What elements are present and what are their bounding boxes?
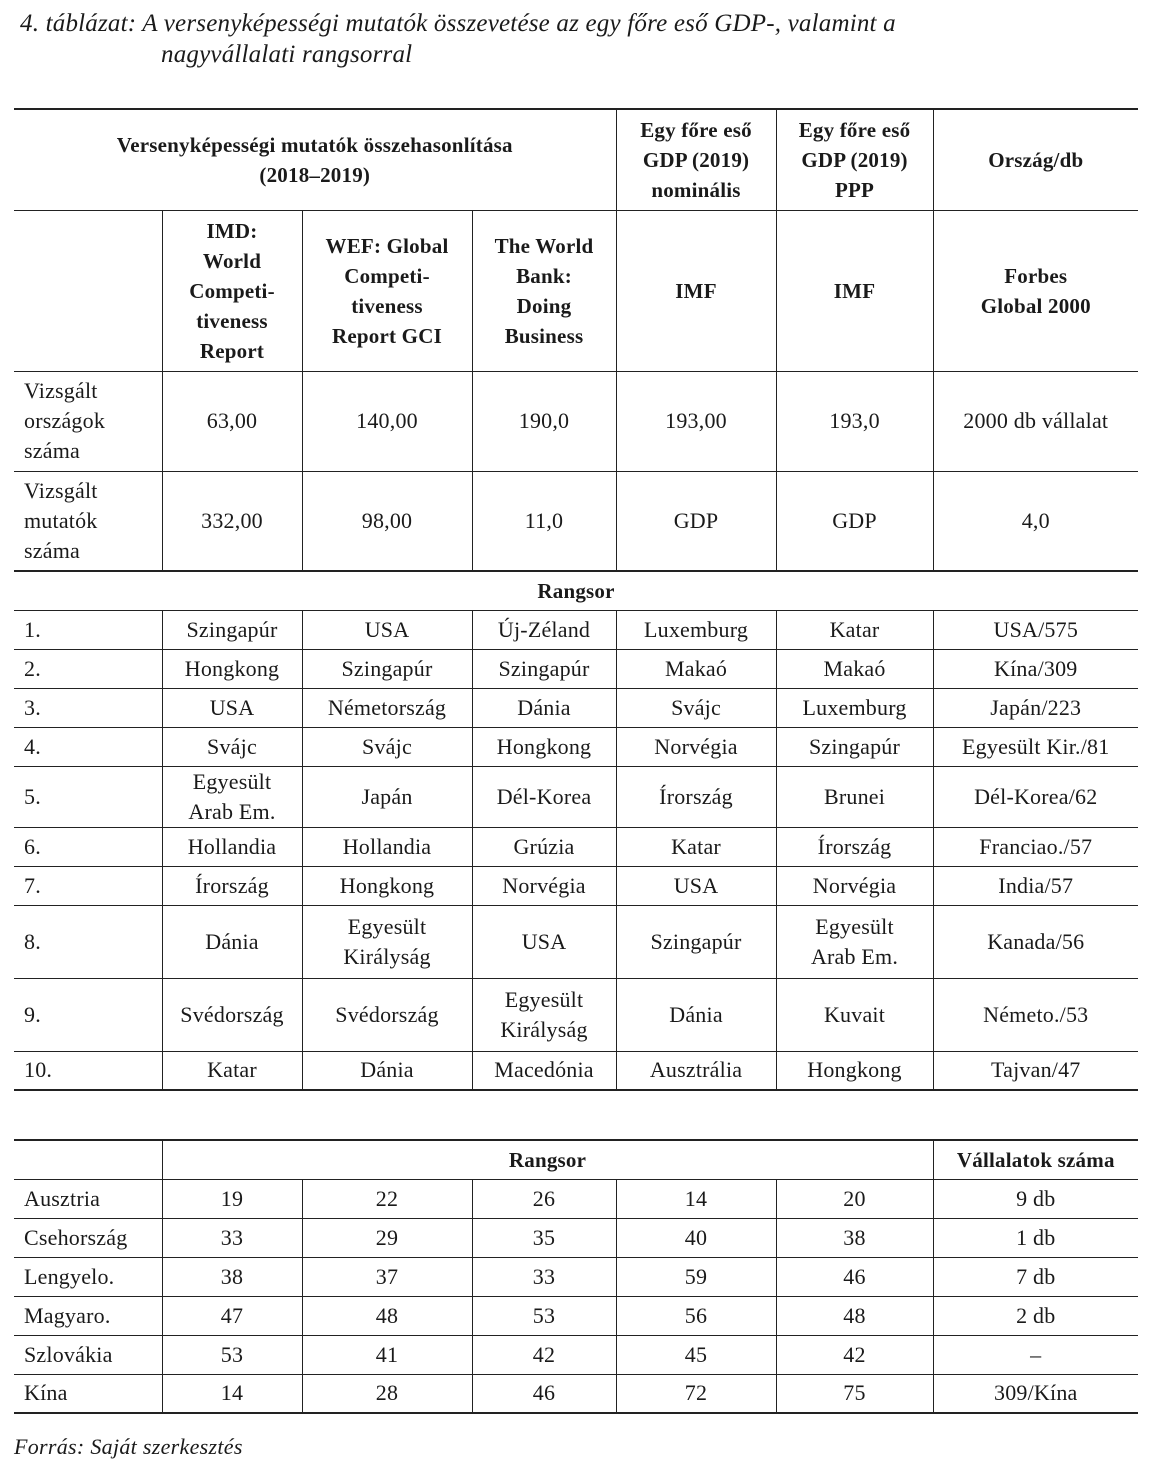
country-rank-value: 22 <box>302 1179 472 1218</box>
group-title: Versenyképességi mutatók összehasonlítása (2018–2019) <box>116 132 513 187</box>
country-rank-value: 46 <box>472 1374 616 1413</box>
country-row <box>14 1296 1138 1335</box>
imf-ppp-header: IMF <box>776 210 933 371</box>
rank-number: 2. <box>14 649 162 688</box>
country-row <box>14 1179 1138 1218</box>
rank-row <box>14 727 1138 766</box>
rank-row <box>14 1051 1138 1090</box>
stat-label: Vizsgált mutatók száma <box>14 471 162 571</box>
rank-cell: Katar <box>162 1051 302 1090</box>
rank-cell: Dánia <box>302 1051 472 1090</box>
stat-value: 4,0 <box>933 471 1138 571</box>
country-name: Szlovákia <box>14 1335 162 1374</box>
country-rank-table <box>14 1139 1138 1414</box>
rank-row <box>14 649 1138 688</box>
rank-cell: Egyesült Királyság <box>472 978 616 1051</box>
stat-row-countries <box>14 371 1138 471</box>
rank-cell: Kuvait <box>776 978 933 1051</box>
country-rank-value: 26 <box>472 1179 616 1218</box>
rank-cell: Kanada/56 <box>933 905 1138 978</box>
rank-row <box>14 866 1138 905</box>
wef-header: WEF: Global Competi- tiveness Report GCI <box>302 210 472 371</box>
rank-cell: Dánia <box>472 688 616 727</box>
rank-cell: Japán/223 <box>933 688 1138 727</box>
caption-line-1: 4. táblázat: A versenyképességi mutatók összevetése az egy főre eső GDP-, valamint a <box>20 10 896 37</box>
country-row <box>14 1335 1138 1374</box>
country-rank-value: 19 <box>162 1179 302 1218</box>
rank-cell: Szingapúr <box>616 905 776 978</box>
rank-number: 4. <box>14 727 162 766</box>
rank-number: 10. <box>14 1051 162 1090</box>
country-rank-value: 42 <box>472 1335 616 1374</box>
country-name: Lengyelo. <box>14 1257 162 1296</box>
rank-number: 8. <box>14 905 162 978</box>
rank-cell: Svédország <box>162 978 302 1051</box>
country-rank-value: 28 <box>302 1374 472 1413</box>
stat-label: Vizsgált országok száma <box>14 371 162 471</box>
country-name: Ausztria <box>14 1179 162 1218</box>
stat-value: GDP <box>616 471 776 571</box>
company-count: 309/Kína <box>933 1374 1138 1413</box>
rank-cell: Grúzia <box>472 827 616 866</box>
country-rank-value: 53 <box>472 1296 616 1335</box>
company-count: 2 db <box>933 1296 1138 1335</box>
rank-cell: USA/575 <box>933 610 1138 649</box>
rank-row <box>14 610 1138 649</box>
country-rank-value: 33 <box>162 1218 302 1257</box>
rank-cell: Svájc <box>162 727 302 766</box>
empty-header-cell <box>14 210 162 371</box>
rank-cell: USA <box>616 866 776 905</box>
country-name: Magyaro. <box>14 1296 162 1335</box>
country-rank-value: 20 <box>776 1179 933 1218</box>
stat-value: 140,00 <box>302 371 472 471</box>
header-row-2 <box>14 210 1138 371</box>
rank-cell: Hongkong <box>472 727 616 766</box>
rank-title-row <box>14 571 1138 610</box>
company-count: 1 db <box>933 1218 1138 1257</box>
rank-row <box>14 827 1138 866</box>
rank-cell: Szingapúr <box>472 649 616 688</box>
country-row <box>14 1218 1138 1257</box>
rank-cell: Írország <box>776 827 933 866</box>
rank-row <box>14 688 1138 727</box>
rank-cell: Szingapúr <box>776 727 933 766</box>
stat-value: 190,0 <box>472 371 616 471</box>
stat-value: 11,0 <box>472 471 616 571</box>
header-row-1 <box>14 109 1138 210</box>
country-rank-value: 35 <box>472 1218 616 1257</box>
rank-cell: Új-Zéland <box>472 610 616 649</box>
empty-header-cell <box>14 1140 162 1179</box>
rank-cell: Egyesült Kir./81 <box>933 727 1138 766</box>
rank-cell: Dánia <box>162 905 302 978</box>
rank-cell: Makaó <box>616 649 776 688</box>
country-db-header: Ország/db <box>933 109 1138 210</box>
rank-cell: Szingapúr <box>162 610 302 649</box>
country-rank-value: 29 <box>302 1218 472 1257</box>
rank-number: 3. <box>14 688 162 727</box>
rank-cell: Hongkong <box>302 866 472 905</box>
rank-cell: Svájc <box>616 688 776 727</box>
country-rank-value: 40 <box>616 1218 776 1257</box>
rank-cell: Dél-Korea <box>472 766 616 827</box>
country-rank-value: 14 <box>616 1179 776 1218</box>
country-rank-value: 14 <box>162 1374 302 1413</box>
rank-cell: Japán <box>302 766 472 827</box>
rank-number: 6. <box>14 827 162 866</box>
table2-header-row <box>14 1140 1138 1179</box>
world-bank-header: The World Bank: Doing Business <box>472 210 616 371</box>
gdp-ppp-header: Egy főre eső GDP (2019) PPP <box>776 109 933 210</box>
stat-value: 98,00 <box>302 471 472 571</box>
rank-cell: Hollandia <box>302 827 472 866</box>
source-note: Forrás: Saját szerkesztés <box>14 1434 243 1459</box>
rank-cell: Svédország <box>302 978 472 1051</box>
company-count: 9 db <box>933 1179 1138 1218</box>
country-rank-value: 59 <box>616 1257 776 1296</box>
rank-cell: Németo./53 <box>933 978 1138 1051</box>
country-rank-value: 42 <box>776 1335 933 1374</box>
country-rank-value: 38 <box>776 1218 933 1257</box>
rank-cell: Norvégia <box>776 866 933 905</box>
stat-value: 2000 db vállalat <box>933 371 1138 471</box>
rank-number: 7. <box>14 866 162 905</box>
country-rank-value: 48 <box>302 1296 472 1335</box>
rank-cell: Norvégia <box>472 866 616 905</box>
rank-cell: Tajvan/47 <box>933 1051 1138 1090</box>
country-name: Csehország <box>14 1218 162 1257</box>
country-rank-value: 53 <box>162 1335 302 1374</box>
rank-number: 1. <box>14 610 162 649</box>
rank-row <box>14 978 1138 1051</box>
country-rank-value: 41 <box>302 1335 472 1374</box>
rank-cell: Írország <box>162 866 302 905</box>
rank-number: 5. <box>14 766 162 827</box>
country-rank-value: 48 <box>776 1296 933 1335</box>
rank-cell: Brunei <box>776 766 933 827</box>
rank-cell: Svájc <box>302 727 472 766</box>
rank-cell: Hollandia <box>162 827 302 866</box>
country-name: Kína <box>14 1374 162 1413</box>
rank-cell: Luxemburg <box>776 688 933 727</box>
stat-value: 332,00 <box>162 471 302 571</box>
country-rank-value: 37 <box>302 1257 472 1296</box>
table2-rank-title: Rangsor <box>162 1140 933 1179</box>
rank-cell: Egyesült Királyság <box>302 905 472 978</box>
rank-cell: Dél-Korea/62 <box>933 766 1138 827</box>
country-rank-value: 75 <box>776 1374 933 1413</box>
rank-cell: Egyesült Arab Em. <box>162 766 302 827</box>
rank-cell: USA <box>302 610 472 649</box>
rank-cell: Katar <box>776 610 933 649</box>
country-row <box>14 1374 1138 1413</box>
country-row <box>14 1257 1138 1296</box>
gdp-nominal-header: Egy főre eső GDP (2019) nominális <box>616 109 776 210</box>
rank-number: 9. <box>14 978 162 1051</box>
rank-cell: USA <box>472 905 616 978</box>
rank-cell: Egyesült Arab Em. <box>776 905 933 978</box>
table2-body <box>14 1179 1138 1413</box>
rank-cell: Macedónia <box>472 1051 616 1090</box>
company-count: – <box>933 1335 1138 1374</box>
country-rank-value: 56 <box>616 1296 776 1335</box>
forbes-header: Forbes Global 2000 <box>933 210 1138 371</box>
rank-row <box>14 905 1138 978</box>
rank-title: Rangsor <box>14 571 1138 610</box>
caption-line-2: nagyvállalati rangsorral <box>161 41 413 68</box>
rank-cell: Franciao./57 <box>933 827 1138 866</box>
company-count: 7 db <box>933 1257 1138 1296</box>
stat-row-indicators <box>14 471 1138 571</box>
table-caption <box>20 8 1140 70</box>
country-rank-value: 38 <box>162 1257 302 1296</box>
imf-nominal-header: IMF <box>616 210 776 371</box>
rank-cell: Németország <box>302 688 472 727</box>
rank-cell: Hongkong <box>776 1051 933 1090</box>
rank-cell: Ausztrália <box>616 1051 776 1090</box>
stat-value: 63,00 <box>162 371 302 471</box>
imd-header: IMD: World Competi- tiveness Report <box>162 210 302 371</box>
rank-cell: Dánia <box>616 978 776 1051</box>
country-rank-value: 47 <box>162 1296 302 1335</box>
country-rank-value: 72 <box>616 1374 776 1413</box>
rank-cell: Luxemburg <box>616 610 776 649</box>
rank-cell: Szingapúr <box>302 649 472 688</box>
rank-cell: India/57 <box>933 866 1138 905</box>
stat-value: GDP <box>776 471 933 571</box>
rank-cell: Norvégia <box>616 727 776 766</box>
table2-count-title: Vállalatok száma <box>933 1140 1138 1179</box>
stat-value: 193,0 <box>776 371 933 471</box>
rank-cell: USA <box>162 688 302 727</box>
comparison-table <box>14 108 1138 1091</box>
rank-cell: Írország <box>616 766 776 827</box>
rank-body <box>14 610 1138 1090</box>
country-rank-value: 45 <box>616 1335 776 1374</box>
rank-cell: Katar <box>616 827 776 866</box>
country-rank-value: 33 <box>472 1257 616 1296</box>
stat-value: 193,00 <box>616 371 776 471</box>
rank-cell: Makaó <box>776 649 933 688</box>
rank-cell: Hongkong <box>162 649 302 688</box>
country-rank-value: 46 <box>776 1257 933 1296</box>
rank-cell: Kína/309 <box>933 649 1138 688</box>
rank-row <box>14 766 1138 827</box>
